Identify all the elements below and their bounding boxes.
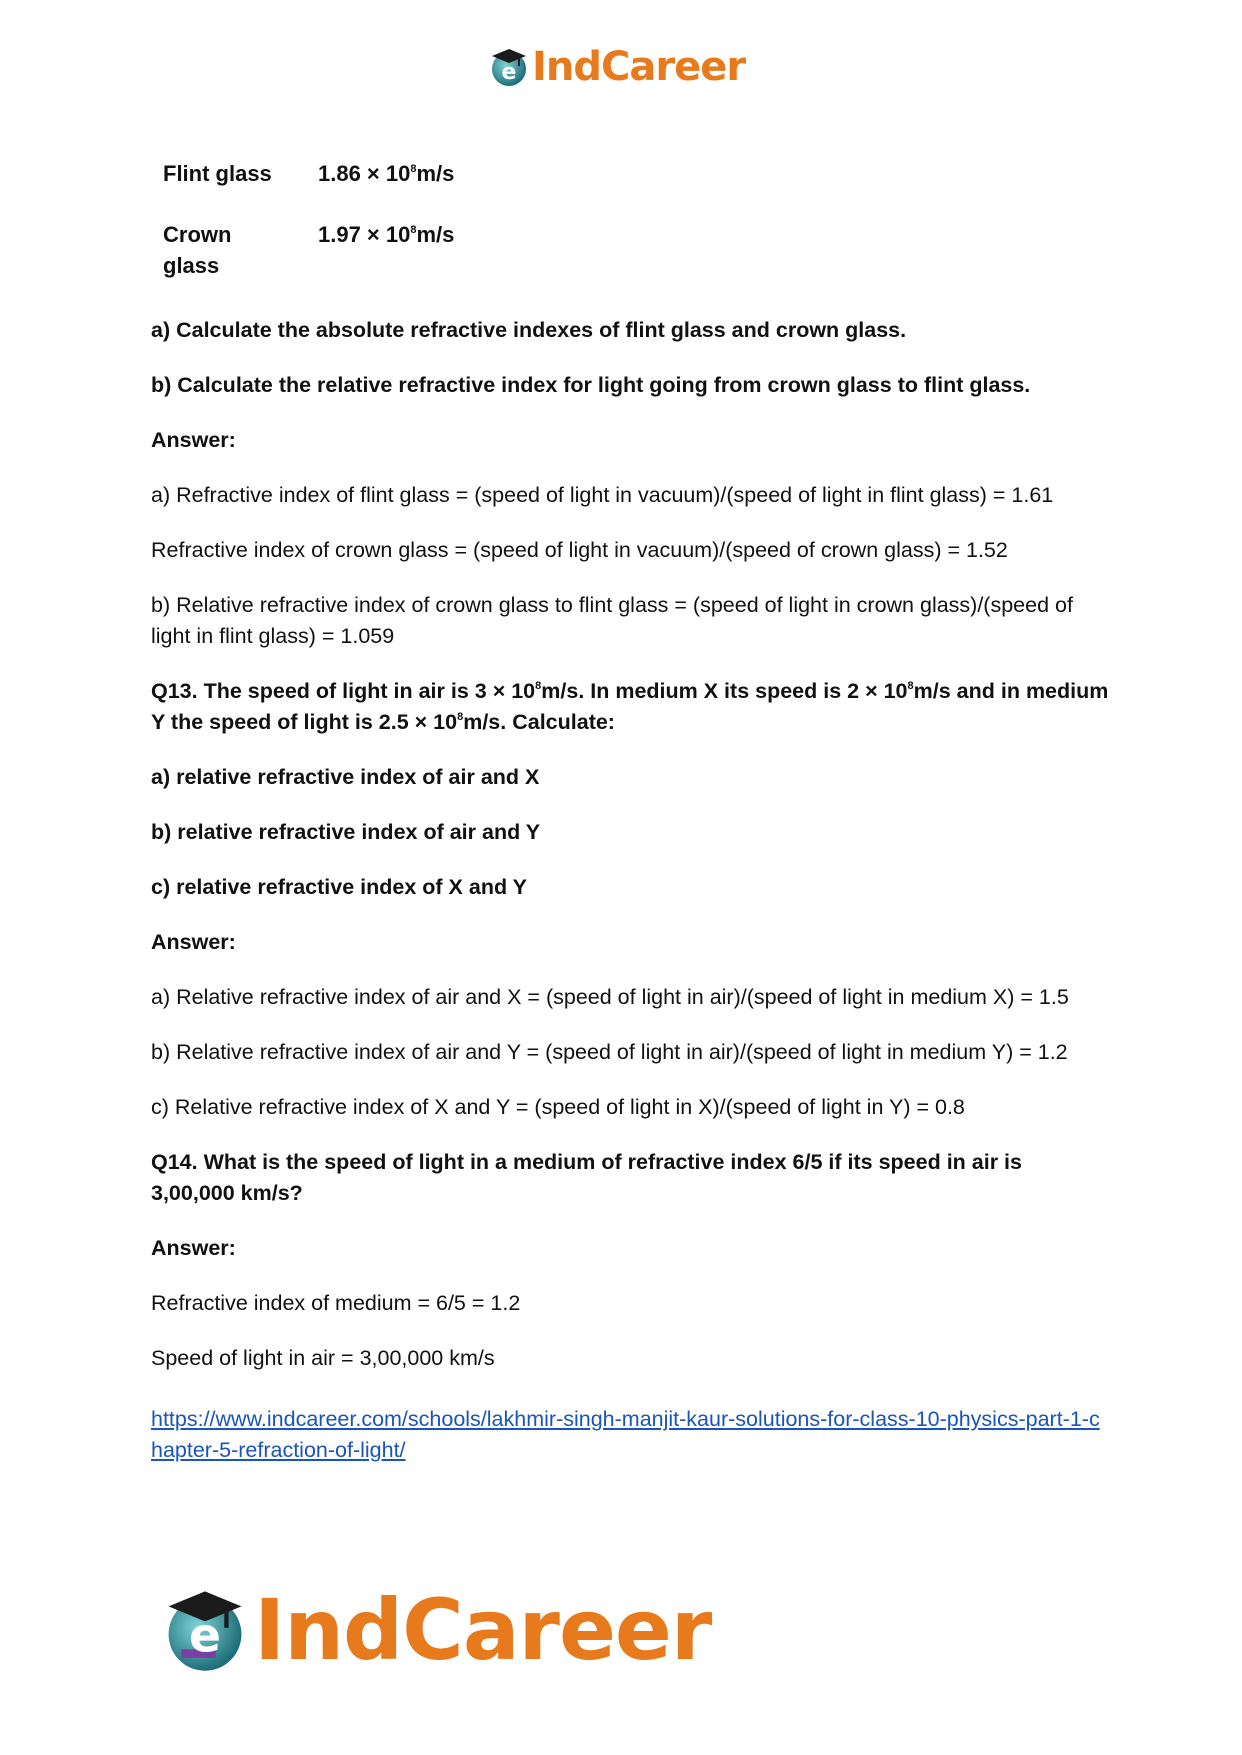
answer-text: c) Relative refractive index of X and Y = (speed of light in X)/(speed of light in Y) = 0.8 bbox=[151, 1095, 965, 1119]
svg-text:e: e bbox=[501, 60, 517, 85]
brand-name: IndCareer bbox=[532, 44, 746, 90]
question-13: Q13. The speed of light in air is $3 \times 10^8m/s$. In medium X its speed is $2 \times 10^8m/s$ and in medium Y the speed of light is $2.5 \times 10^8m/s$. Calculate: bbox=[151, 679, 1109, 734]
question-part-a: a) Calculate the absolute refractive indexes of flint glass and crown glass. bbox=[151, 318, 907, 342]
header-logo bbox=[488, 40, 745, 94]
answer-text: Refractive index of medium = 6/5 = 1.2 bbox=[151, 1291, 521, 1315]
material-cell: Crown glass bbox=[163, 222, 232, 278]
answer-label: Answer: bbox=[151, 1236, 236, 1260]
source-link-wrapper bbox=[151, 1404, 1111, 1466]
document-body bbox=[151, 158, 1111, 1466]
graduation-globe-icon bbox=[488, 46, 530, 88]
speed-cell: $1.86 \times 10^8m/s$ bbox=[318, 161, 455, 186]
material-cell: Flint glass bbox=[163, 161, 272, 186]
answer-text: Refractive index of crown glass = (speed of light in vacuum)/(speed of crown glass) = 1.52 bbox=[151, 538, 1008, 562]
question-part-a: a) relative refractive index of air and X bbox=[151, 765, 540, 789]
answer-text: Speed of light in air = 3,00,000 km/s bbox=[151, 1346, 495, 1370]
table-row bbox=[153, 219, 454, 311]
svg-text:e: e bbox=[189, 1608, 221, 1664]
answer-label: Answer: bbox=[151, 428, 236, 452]
answer-text: a) Relative refractive index of air and X = (speed of light in air)/(speed of light in medium X) = 1.5 bbox=[151, 985, 1069, 1009]
answer-text: a) Refractive index of flint glass = (speed of light in vacuum)/(speed of light in flint glass) = 1.61 bbox=[151, 483, 1054, 507]
answer-text: b) Relative refractive index of crown glass to flint glass = (speed of light in crown glass)/(speed of light in flint glass) = 1.059 bbox=[151, 593, 1073, 648]
question-part-c: c) relative refractive index of X and Y bbox=[151, 875, 528, 899]
brand-name: IndCareer bbox=[254, 1581, 712, 1679]
answer-text: b) Relative refractive index of air and Y = (speed of light in air)/(speed of light in medium Y) = 1.2 bbox=[151, 1040, 1068, 1064]
question-14: Q14. What is the speed of light in a medium of refractive index 6/5 if its speed in air is 3,00,000 km/s? bbox=[151, 1150, 1022, 1205]
table-row bbox=[153, 158, 454, 219]
footer-logo bbox=[160, 1580, 711, 1680]
question-part-b: b) Calculate the relative refractive index for light going from crown glass to flint glass. bbox=[151, 373, 1031, 397]
speed-table bbox=[153, 158, 454, 311]
source-link[interactable]: https://www.indcareer.com/schools/lakhmir-singh-manjit-kaur-solutions-for-class-10-physics-part-1-chapter-5-refraction-of-light/ bbox=[151, 1407, 1100, 1462]
question-part-b: b) relative refractive index of air and Y bbox=[151, 820, 541, 844]
graduation-globe-icon bbox=[160, 1585, 250, 1675]
answer-label: Answer: bbox=[151, 930, 236, 954]
speed-cell: $1.97 \times 10^8m/s$ bbox=[318, 222, 455, 247]
